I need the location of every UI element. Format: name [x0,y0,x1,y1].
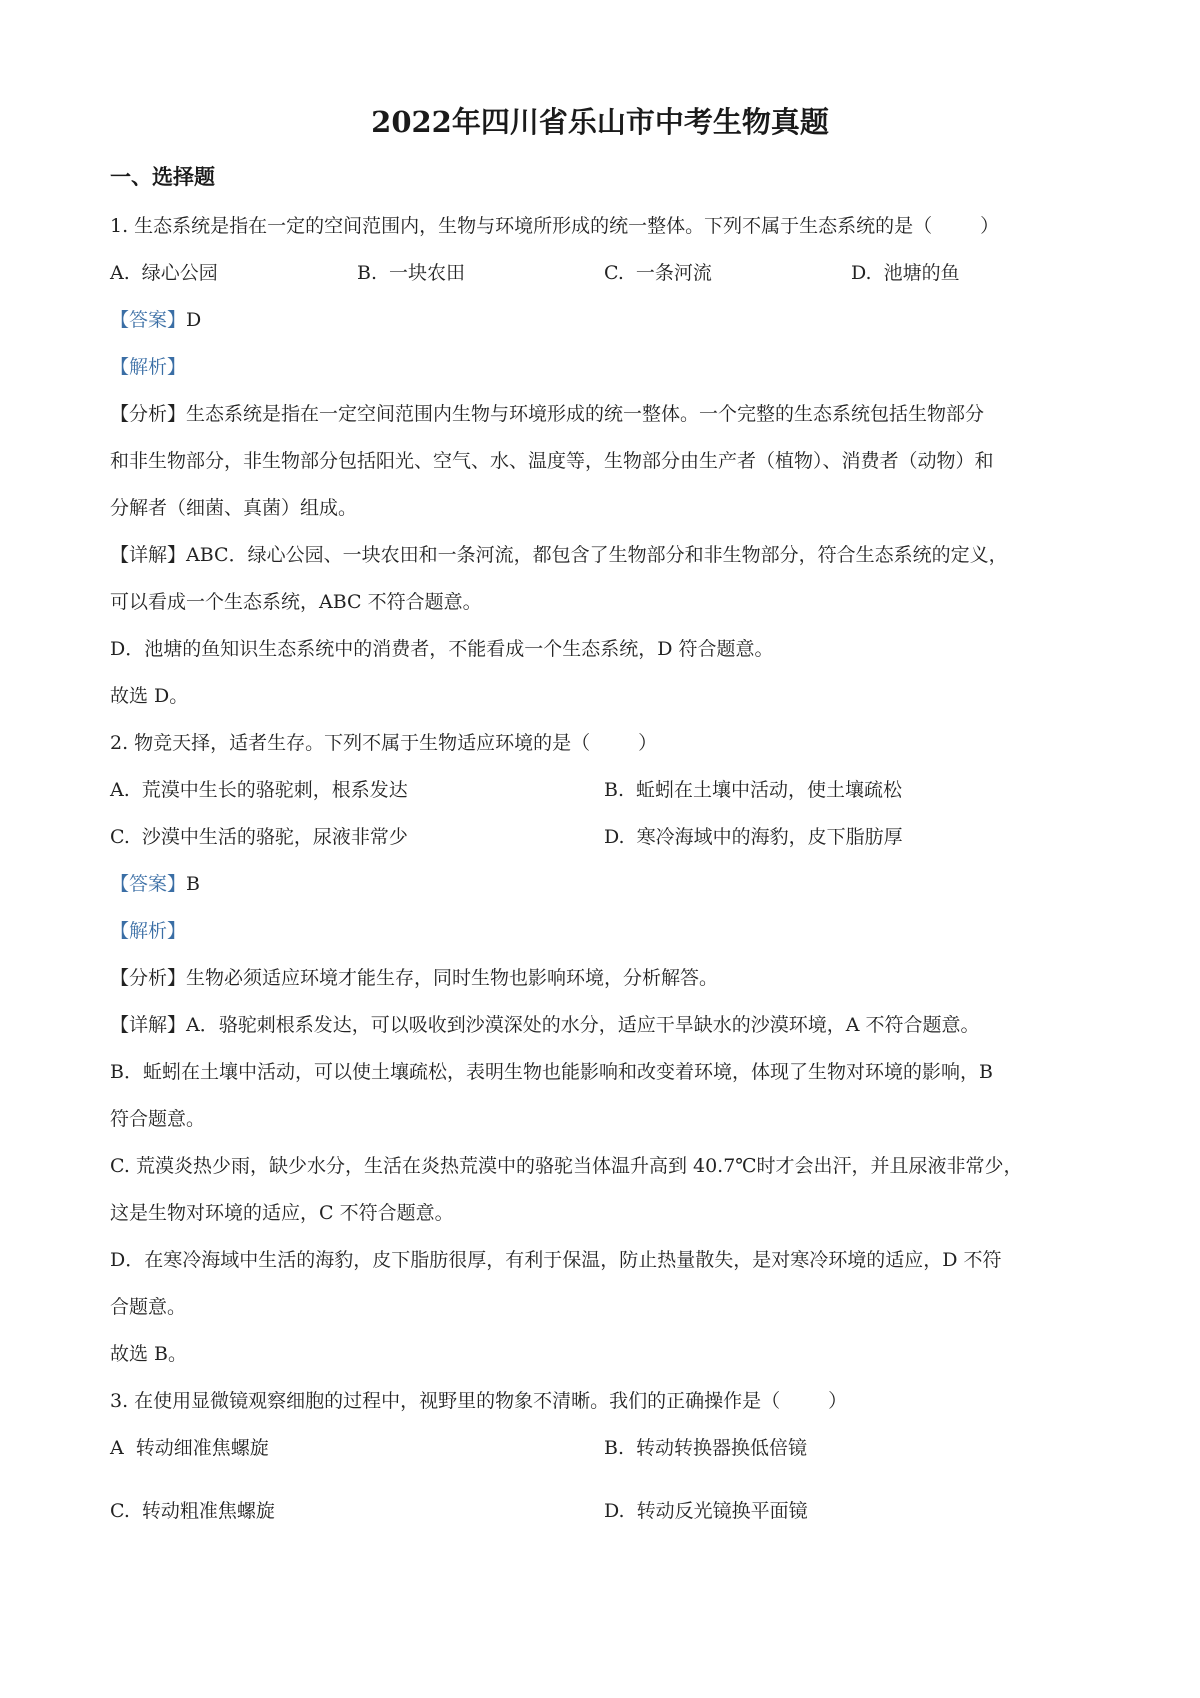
detail-line: D．池塘的鱼知识生态系统中的消费者，不能看成一个生态系统，D 符合题意。 [110,638,774,660]
answer-value: D [186,309,202,331]
answer-tag: 【答案】 [110,309,187,331]
question-1-stem: 1. 生态系统是指在一定的空间范围内，生物与环境所形成的统一整体。下列不属于生态系统的是（ ） [110,215,1000,237]
option-d: D. 寒冷海域中的海豹，皮下脂肪厚 [604,826,903,848]
answer-value: B [186,873,200,895]
detail-line: B．蚯蚓在土壤中活动，可以使土壤疏松，表明生物也能影响和改变着环境，体现了生物对环境的影响，B [110,1061,993,1083]
question-3-options [110,1425,1090,1535]
detail-line: 【详解】ABC．绿心公园、一块农田和一条河流，都包含了生物部分和非生物部分，符合生态系统的定义， [110,544,1008,566]
option-b: B. 一块农田 [357,262,466,284]
jiexi-tag: 【解析】 [110,356,187,378]
analysis-line: 和非生物部分，非生物部分包括阳光、空气、水、温度等，生物部分由生产者（植物）、消费者（动物）和 [110,450,994,472]
page-title: 2022年四川省乐山市中考生物真题 [371,105,829,139]
answer-line [110,297,1090,344]
option-b: B. 蚯蚓在土壤中活动，使土壤疏松 [604,779,903,801]
jiexi-line [110,344,1090,391]
detail-tag: 【详解】 [110,1014,187,1036]
option-d: D. 池塘的鱼 [851,262,960,284]
detail-line: 这是生物对环境的适应，C 不符合题意。 [110,1202,454,1224]
question-1 [110,203,1090,720]
conclusion-line: 故选 B。 [110,1343,188,1365]
option-a: A. 荒漠中生长的骆驼刺，根系发达 [110,779,408,801]
detail-tag: 【详解】 [110,544,187,566]
option-b: B. 转动转换器换低倍镜 [604,1437,808,1459]
detail-line: D．在寒冷海域中生活的海豹，皮下脂肪很厚，有利于保温，防止热量散失，是对寒冷环境的适应，D 不符 [110,1249,1002,1271]
analysis-tag: 【分析】 [110,967,187,989]
detail-line: 合题意。 [110,1296,187,1318]
analysis-tag: 【分析】 [110,403,187,425]
option-d: D. 转动反光镜换平面镜 [604,1500,808,1522]
answer-line [110,861,1090,908]
section-heading: 一、选择题 [110,164,215,189]
question-2-stem: 2. 物竞天择，适者生存。下列不属于生物适应环境的是（ ） [110,732,658,754]
question-2 [110,720,1090,1378]
detail-line: C. 荒漠炎热少雨，缺少水分，生活在炎热荒漠中的骆驼当体温升高到 40.7℃时才会出汗，并且尿液非常少， [110,1155,1023,1177]
detail-line: 【详解】A．骆驼刺根系发达，可以吸收到沙漠深处的水分，适应干旱缺水的沙漠环境，A 不符合题意。 [110,1014,980,1036]
detail-line: 可以看成一个生态系统，ABC 不符合题意。 [110,591,482,613]
question-3-stem: 3. 在使用显微镜观察细胞的过程中，视野里的物象不清晰。我们的正确操作是（ ） [110,1390,848,1412]
answer-tag: 【答案】 [110,873,187,895]
question-3 [110,1378,1090,1535]
detail-line: 符合题意。 [110,1108,206,1130]
jiexi-line [110,908,1090,955]
question-2-options [110,767,1090,861]
jiexi-tag: 【解析】 [110,920,187,942]
option-a: A 转动细准焦螺旋 [110,1437,269,1459]
analysis-line: 【分析】生态系统是指在一定空间范围内生物与环境形成的统一整体。一个完整的生态系统包括生物部分 [110,403,985,425]
option-a: A. 绿心公园 [110,262,218,284]
question-1-options [110,250,1090,297]
analysis-line: 【分析】生物必须适应环境才能生存，同时生物也影响环境，分析解答。 [110,967,719,989]
option-c: C. 沙漠中生活的骆驼，尿液非常少 [110,826,408,848]
analysis-line: 分解者（细菌、真菌）组成。 [110,497,358,519]
option-c: C. 一条河流 [604,262,712,284]
conclusion-line: 故选 D。 [110,685,189,707]
option-c: C. 转动粗准焦螺旋 [110,1500,275,1522]
